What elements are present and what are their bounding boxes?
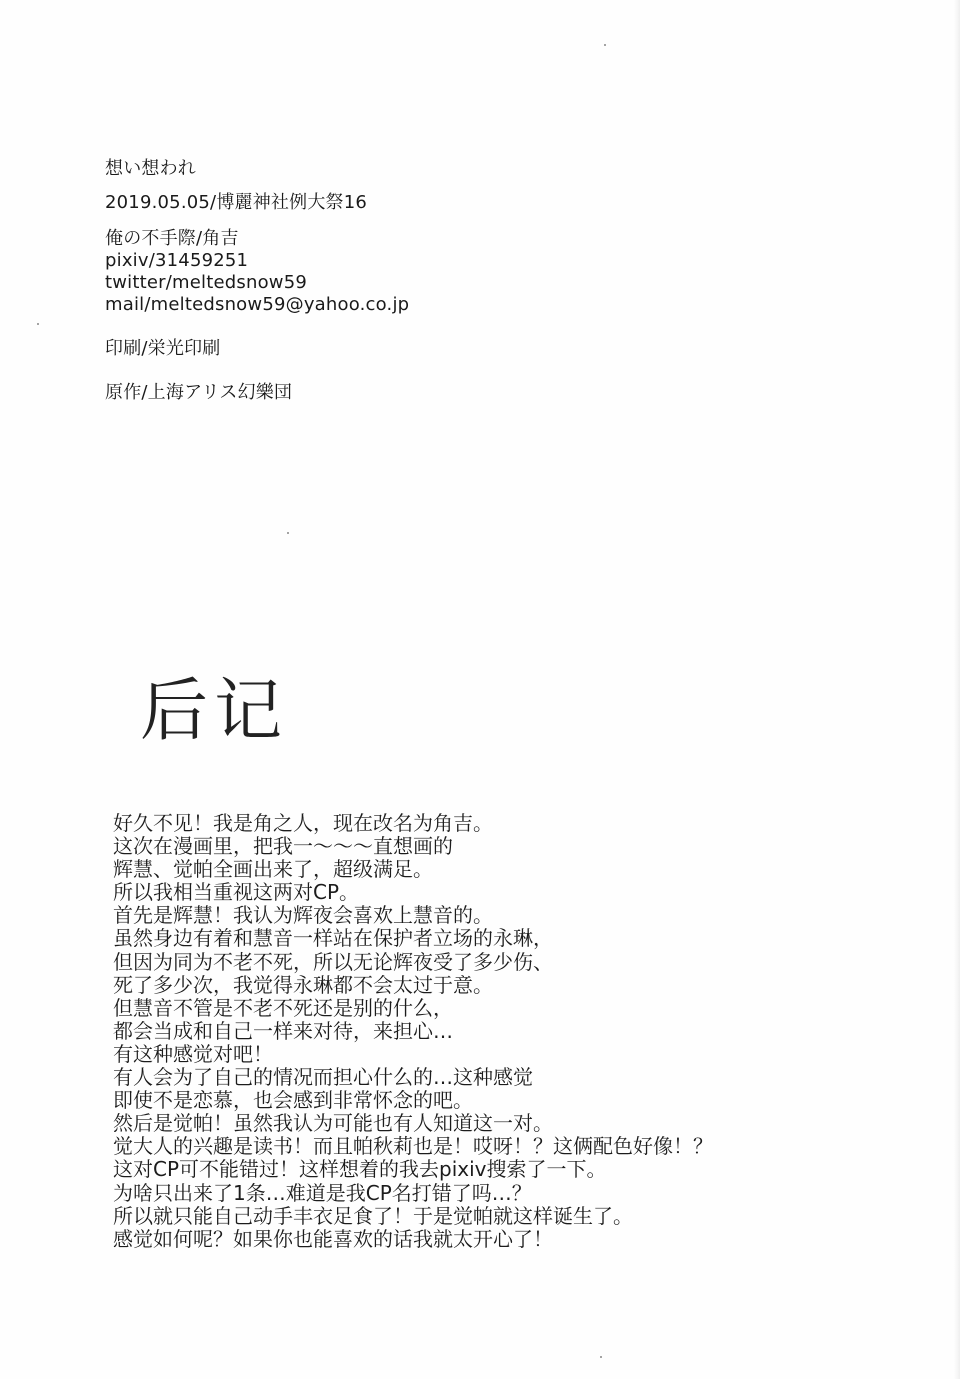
- scan-speck: [287, 532, 289, 534]
- pixiv-id: pixiv/31459251: [105, 250, 249, 271]
- page-edge-shadow: [954, 0, 960, 1379]
- circle-author: 俺の不手際/角吉: [105, 228, 239, 249]
- afterword-line: 觉大人的兴趣是读书！而且帕秋莉也是！哎呀！？这俩配色好像！？: [113, 1134, 713, 1159]
- afterword-line: 首先是辉慧！我认为辉夜会喜欢上慧音的。: [113, 903, 493, 928]
- scan-speck: [600, 1356, 602, 1358]
- afterword-line: 有这种感觉对吧！: [113, 1041, 273, 1066]
- scan-speck: [604, 44, 606, 46]
- author-info: [105, 228, 409, 316]
- afterword-line: 好久不见！我是角之人，现在改名为角吉。: [113, 811, 493, 835]
- afterword-line: 为啥只出来了1条…难道是我CP名打错了吗…？: [113, 1180, 532, 1205]
- afterword-line: 但因为同为不老不死，所以无论辉夜受了多少伤、: [113, 949, 553, 974]
- afterword-line: 即使不是恋慕，也会感到非常怀念的吧。: [113, 1088, 473, 1113]
- colophon: [105, 158, 409, 404]
- afterword-line: 这对CP可不能错过！这样想着的我去pixiv搜索了一下。: [113, 1157, 607, 1182]
- afterword-line: 虽然身边有着和慧音一样站在保护者立场的永琳，: [113, 926, 553, 951]
- printer-info: 印刷/栄光印刷: [105, 338, 221, 359]
- book-title: 想い想われ: [105, 158, 196, 179]
- afterword-line: 有人会为了自己的情况而担心什么的…这种感觉: [113, 1065, 533, 1090]
- afterword-line: 这次在漫画里，把我一～～～直想画的: [113, 834, 453, 859]
- afterword-line: 死了多少次，我觉得永琳都不会太过于意。: [113, 972, 493, 997]
- afterword-line: 但慧音不管是不老不死还是别的什么，: [113, 995, 453, 1020]
- afterword-line: 辉慧、觉帕全画出来了，超级满足。: [113, 857, 433, 882]
- afterword-line: 所以就只能自己动手丰衣足食了！于是觉帕就这样诞生了。: [113, 1203, 633, 1228]
- afterword-line: 感觉如何呢？如果你也能喜欢的话我就太开心了！: [113, 1226, 553, 1251]
- mail-address: mail/meltedsnow59@yahoo.co.jp: [105, 294, 410, 315]
- scan-speck: [37, 323, 39, 325]
- afterword-line: 然后是觉帕！虽然我认为可能也有人知道这一对。: [113, 1111, 553, 1136]
- afterword-line: 所以我相当重视这两对CP。: [113, 880, 360, 905]
- twitter-handle: twitter/meltedsnow59: [105, 272, 308, 293]
- original-work-info: 原作/上海アリス幻樂団: [105, 382, 293, 403]
- afterword-body: [113, 812, 933, 1251]
- afterword-line: 都会当成和自己一样来对待，来担心…: [113, 1018, 453, 1043]
- event-info: 2019.05.05/博麗神社例大祭16: [105, 192, 368, 213]
- afterword-heading: 后记: [140, 672, 289, 751]
